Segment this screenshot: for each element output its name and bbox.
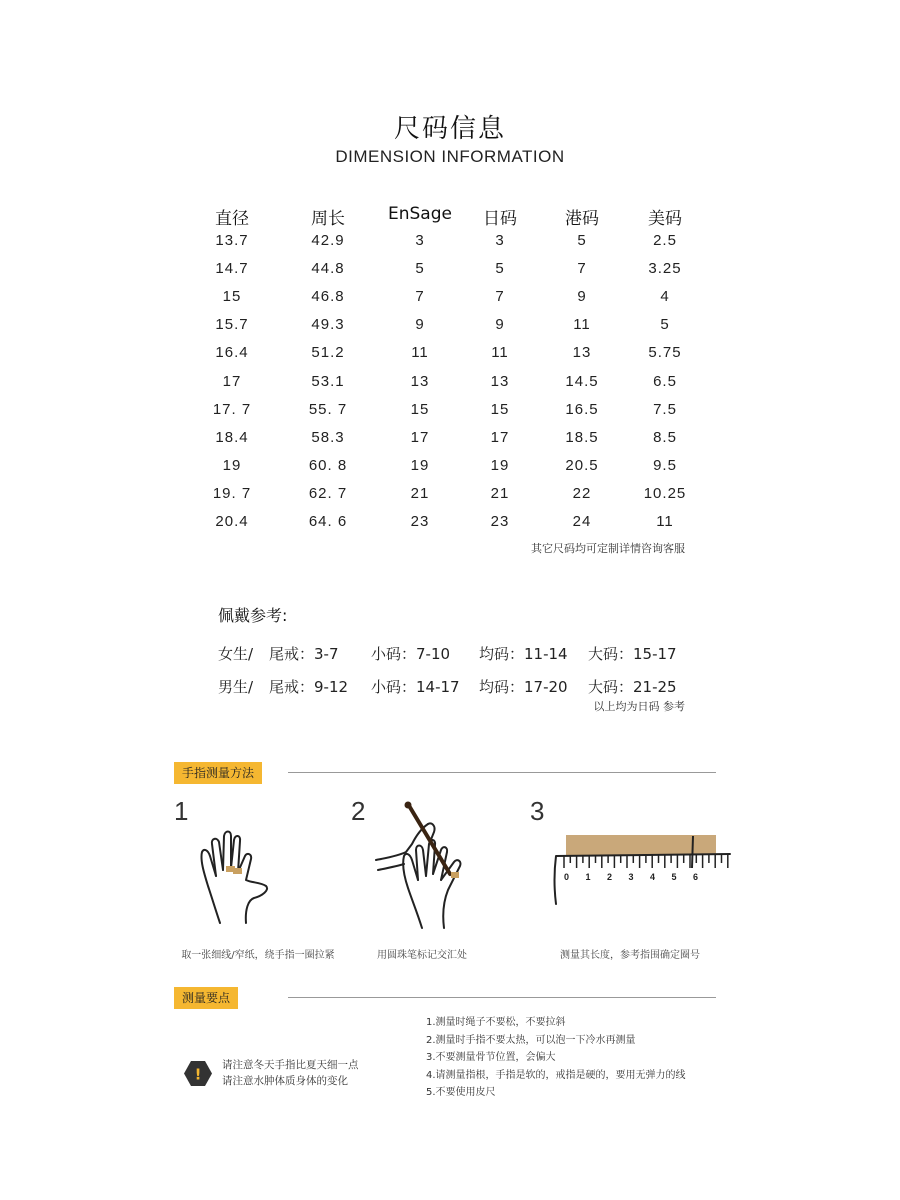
table-cell-ensage: 9 [415,316,425,333]
wearing-who: 男生/ [218,678,254,696]
table-cell-diameter: 19 [222,457,242,474]
table-cell-us-size: 3.25 [648,260,682,277]
table-cell-circumference: 49.3 [311,316,345,333]
step-3-number: 3 [530,796,545,826]
table-cell-circumference: 42.9 [311,232,345,249]
table-cell-circumference: 60. 8 [308,457,348,474]
table-cell-hk-size: 7 [577,260,587,277]
tip-item: 4.请测量指根，手指是软的，戒指是硬的，要用无弹力的线 [426,1069,686,1081]
warning-line: 请注意水肿体质身体的变化 [222,1075,348,1087]
table-cell-diameter: 19. 7 [212,485,252,502]
table-cell-jp-size: 17 [490,429,510,446]
header-jp-size: 日码 [483,209,517,229]
ruler-digit: 3 [628,872,634,882]
wearing-pinky: 尾戒：3-7 [269,645,339,663]
page-title: 尺码信息 [393,114,506,144]
wearing-row-female [218,643,677,664]
table-cell-jp-size: 21 [490,485,510,502]
table-cell-circumference: 53.1 [311,373,345,390]
table-cell-ensage: 21 [410,485,430,502]
table-cell-circumference: 55. 7 [308,401,348,418]
wearing-pinky: 尾戒：9-12 [269,678,349,696]
table-cell-circumference: 46.8 [311,288,345,305]
ruler-digit: 1 [585,872,591,882]
table-cell-us-size: 7.5 [653,401,677,418]
warning-line: 请注意冬天手指比夏天细一点 [222,1059,359,1071]
step-2-caption: 用圆珠笔标记交汇处 [377,950,467,961]
tips-list [426,1014,686,1102]
wearing-large: 大码：15-17 [588,645,677,663]
table-cell-us-size: 10.25 [643,485,687,502]
table-cell-jp-size: 3 [495,232,505,249]
header-diameter: 直径 [215,209,249,229]
table-cell-jp-size: 13 [490,373,510,390]
table-cell-ensage: 23 [410,513,430,530]
table-cell-circumference: 64. 6 [308,513,348,530]
table-cell-ensage: 5 [415,260,425,277]
table-cell-jp-size: 5 [495,260,505,277]
step-3-caption: 测量其长度，参考指围确定圈号 [560,950,700,961]
table-cell-hk-size: 20.5 [565,457,599,474]
table-cell-hk-size: 24 [572,513,592,530]
table-cell-hk-size: 22 [572,485,592,502]
table-cell-diameter: 18.4 [215,429,249,446]
ruler-digit: 4 [650,872,656,882]
warning-icon [183,1060,213,1087]
header-ensage: EnSage [388,204,452,224]
table-cell-circumference: 51.2 [311,344,345,361]
step-1-caption: 取一张细线/窄纸，绕手指一圈拉紧 [181,950,335,961]
table-cell-hk-size: 18.5 [565,429,599,446]
table-cell-us-size: 11 [656,513,674,530]
table-cell-diameter: 13.7 [215,232,249,249]
table-cell-circumference: 62. 7 [308,485,348,502]
tip-item: 2.测量时手指不要太热，可以泡一下冷水再测量 [426,1034,636,1046]
table-cell-diameter: 15.7 [215,316,249,333]
table-cell-ensage: 3 [415,232,425,249]
table-cell-diameter: 20.4 [215,513,249,530]
table-cell-us-size: 4 [660,288,670,305]
ruler-icon [550,832,734,908]
table-cell-us-size: 8.5 [653,429,677,446]
wearing-small: 小码：14-17 [371,678,460,696]
table-cell-hk-size: 13 [572,344,592,361]
table-cell-hk-size: 11 [573,316,591,333]
tip-item: 5.不要使用皮尺 [426,1087,496,1098]
wearing-who: 女生/ [218,645,254,663]
table-cell-us-size: 2.5 [653,232,677,249]
ruler-digit: 5 [671,872,677,882]
ruler-digit: 6 [693,872,699,882]
header-us-size: 美码 [648,209,682,229]
header-hk-size: 港码 [565,209,599,229]
ruler-digit: 0 [564,872,570,882]
wearing-row-male [218,676,677,697]
hand-pen-icon [372,800,500,932]
table-cell-circumference: 44.8 [311,260,345,277]
table-cell-diameter: 16.4 [215,344,249,361]
method-divider [288,772,716,773]
table-cell-jp-size: 23 [490,513,510,530]
table-cell-ensage: 13 [410,373,430,390]
step-1-number: 1 [174,796,189,826]
table-cell-jp-size: 9 [495,316,505,333]
table-cell-diameter: 14.7 [215,260,249,277]
table-cell-diameter: 15 [222,288,242,305]
table-cell-ensage: 17 [410,429,430,446]
points-divider [288,997,716,998]
table-cell-jp-size: 19 [490,457,510,474]
table-cell-jp-size: 7 [495,288,505,305]
table-cell-hk-size: 9 [577,288,587,305]
table-note: 其它尺码均可定制详情咨询客服 [531,542,685,555]
ruler-digit: 2 [607,872,613,882]
header-circumference: 周长 [311,209,345,229]
wearing-small: 小码：7-10 [371,645,451,663]
table-cell-us-size: 5.75 [648,344,682,361]
table-cell-us-size: 9.5 [653,457,677,474]
table-cell-diameter: 17 [222,373,242,390]
table-cell-diameter: 17. 7 [212,401,252,418]
wearing-note: 以上均为日码 参考 [593,700,685,713]
page-subtitle: DIMENSION INFORMATION [335,147,565,166]
table-cell-ensage: 19 [410,457,430,474]
table-cell-jp-size: 15 [490,401,510,418]
table-cell-hk-size: 16.5 [565,401,599,418]
table-cell-ensage: 11 [411,344,429,361]
table-cell-us-size: 5 [660,316,670,333]
table-cell-ensage: 7 [415,288,425,305]
wearing-average: 均码：17-20 [479,678,568,696]
warning-glyph: ! [194,1065,202,1084]
table-cell-hk-size: 14.5 [565,373,599,390]
table-cell-circumference: 58.3 [311,429,345,446]
table-cell-ensage: 15 [410,401,430,418]
points-section-tag: 测量要点 [174,987,238,1009]
wearing-average: 均码：11-14 [479,645,568,663]
tip-item: 1.测量时绳子不要松，不要拉斜 [426,1017,566,1028]
step-2-number: 2 [351,796,366,826]
wearing-large: 大码：21-25 [588,678,677,696]
table-cell-us-size: 6.5 [653,373,677,390]
warning-text [222,1057,359,1089]
tip-item: 3.不要测量骨节位置，会偏大 [426,1052,556,1063]
table-cell-jp-size: 11 [491,344,509,361]
table-cell-hk-size: 5 [577,232,587,249]
method-section-tag: 手指测量方法 [174,762,262,784]
hand-string-icon [190,828,280,928]
wearing-title: 佩戴参考: [218,606,288,625]
